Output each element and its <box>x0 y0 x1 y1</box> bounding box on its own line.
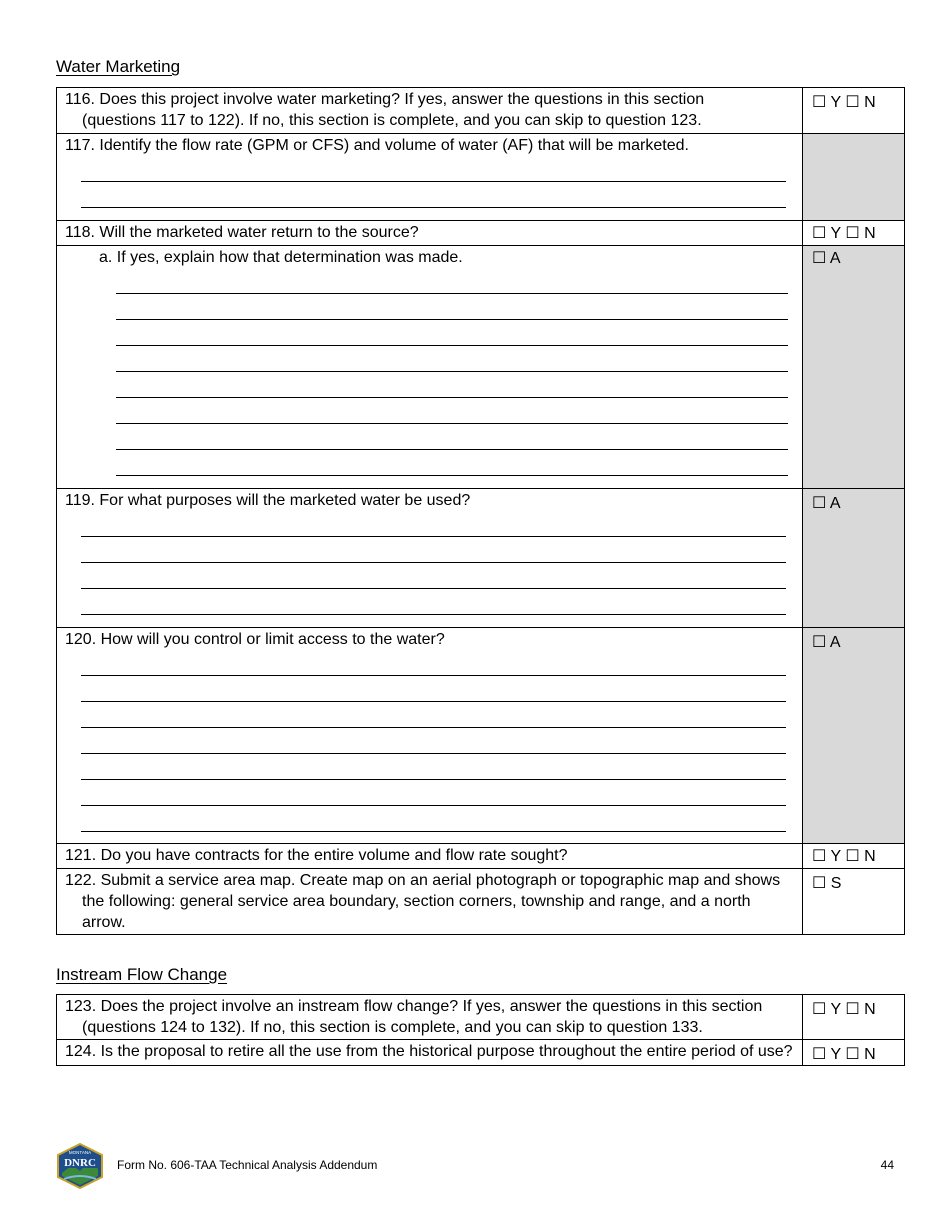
answer-line[interactable] <box>81 728 786 754</box>
footer-page-number: 44 <box>880 1158 894 1172</box>
question-119-answer-lines[interactable] <box>57 511 802 621</box>
answer-122-s-checkbox[interactable]: ☐ S <box>803 869 905 935</box>
answer-line[interactable] <box>81 182 786 208</box>
answer-line[interactable] <box>116 398 788 424</box>
question-123-text: 123. Does the project involve an instream flow change? If yes, answer the questions in this section (questions 124 to 132). If no, this section is complete, and you can skip to question 133. <box>65 998 763 1036</box>
answer-line[interactable] <box>81 702 786 728</box>
answer-line[interactable] <box>81 156 786 182</box>
answer-116-yn-checkbox[interactable]: ☐ Y ☐ N <box>803 88 905 134</box>
question-122 <box>57 869 803 935</box>
row-q124 <box>57 1040 905 1066</box>
section-title-instream-flow-change: Instream Flow Change <box>56 965 228 984</box>
question-117-text: 117. Identify the flow rate (GPM or CFS) and volume of water (AF) that will be marketed. <box>65 137 689 154</box>
question-117-answer-lines[interactable] <box>57 156 802 214</box>
question-121 <box>57 844 803 869</box>
dnrc-logo-text: DNRC <box>64 1157 96 1169</box>
row-q118a <box>57 246 905 489</box>
row-q123 <box>57 995 905 1040</box>
question-120-answer-lines[interactable] <box>57 650 802 838</box>
answer-line[interactable] <box>81 780 786 806</box>
answer-117-shaded-cell <box>803 134 905 221</box>
answer-124-yn-checkbox[interactable]: ☐ Y ☐ N <box>803 1040 905 1066</box>
dnrc-logo-top-text: MONTANA <box>68 1150 92 1155</box>
water-marketing-table <box>56 87 905 935</box>
answer-line[interactable] <box>116 346 788 372</box>
question-119 <box>57 489 803 628</box>
question-118 <box>57 221 803 246</box>
row-q121 <box>57 844 905 869</box>
question-116-line1: 116. Does this project involve water marketing? If yes, answer the questions in this section <box>65 91 705 108</box>
answer-line[interactable] <box>116 372 788 398</box>
question-124 <box>57 1040 803 1066</box>
answer-line[interactable] <box>116 268 788 294</box>
question-122-text: 122. Submit a service area map. Create map on an aerial photograph or topographic map and shows the following: general service area boundary, section corners, township and range, and a north arrow. <box>65 872 781 931</box>
answer-line[interactable] <box>81 511 786 537</box>
row-q120 <box>57 628 905 844</box>
footer-form-name: Form No. 606-TAA Technical Analysis Addendum <box>117 1158 378 1172</box>
question-120-text: 120. How will you control or limit access to the water? <box>65 631 445 648</box>
answer-line[interactable] <box>81 537 786 563</box>
dnrc-logo <box>56 1143 104 1189</box>
dnrc-logo-icon <box>56 1143 104 1189</box>
answer-118-yn-checkbox[interactable]: ☐ Y ☐ N <box>803 221 905 246</box>
row-q119 <box>57 489 905 628</box>
question-121-text: 121. Do you have contracts for the entire volume and flow rate sought? <box>65 847 568 864</box>
answer-line[interactable] <box>81 676 786 702</box>
question-118a-text: a. If yes, explain how that determination was made. <box>99 249 463 266</box>
row-q122 <box>57 869 905 935</box>
row-q116 <box>57 88 905 134</box>
answer-123-yn-checkbox[interactable]: ☐ Y ☐ N <box>803 995 905 1040</box>
answer-line[interactable] <box>116 294 788 320</box>
answer-line[interactable] <box>81 754 786 780</box>
answer-line[interactable] <box>81 589 786 615</box>
answer-118a-a-checkbox[interactable]: ☐ A <box>803 246 905 489</box>
question-118-text: 118. Will the marketed water return to the source? <box>65 224 419 241</box>
answer-121-yn-checkbox[interactable]: ☐ Y ☐ N <box>803 844 905 869</box>
question-119-text: 119. For what purposes will the marketed water be used? <box>65 492 471 509</box>
question-118a-answer-lines[interactable] <box>57 268 802 482</box>
question-120 <box>57 628 803 844</box>
instream-flow-table <box>56 994 905 1066</box>
answer-line[interactable] <box>116 320 788 346</box>
answer-119-a-checkbox[interactable]: ☐ A <box>803 489 905 628</box>
row-q118 <box>57 221 905 246</box>
question-116-line2: (questions 117 to 122). If no, this section is complete, and you can skip to question 123. <box>82 112 702 129</box>
question-118a <box>57 246 803 489</box>
answer-120-a-checkbox[interactable]: ☐ A <box>803 628 905 844</box>
section-title-water-marketing: Water Marketing <box>56 57 181 76</box>
answer-line[interactable] <box>81 563 786 589</box>
answer-line[interactable] <box>116 450 788 476</box>
row-q117 <box>57 134 905 221</box>
answer-line[interactable] <box>116 424 788 450</box>
answer-line[interactable] <box>81 806 786 832</box>
question-117 <box>57 134 803 221</box>
question-124-text: 124. Is the proposal to retire all the use from the historical purpose throughout the entire period of use? <box>65 1043 793 1060</box>
question-116 <box>57 88 803 134</box>
question-123 <box>57 995 803 1040</box>
answer-line[interactable] <box>81 650 786 676</box>
